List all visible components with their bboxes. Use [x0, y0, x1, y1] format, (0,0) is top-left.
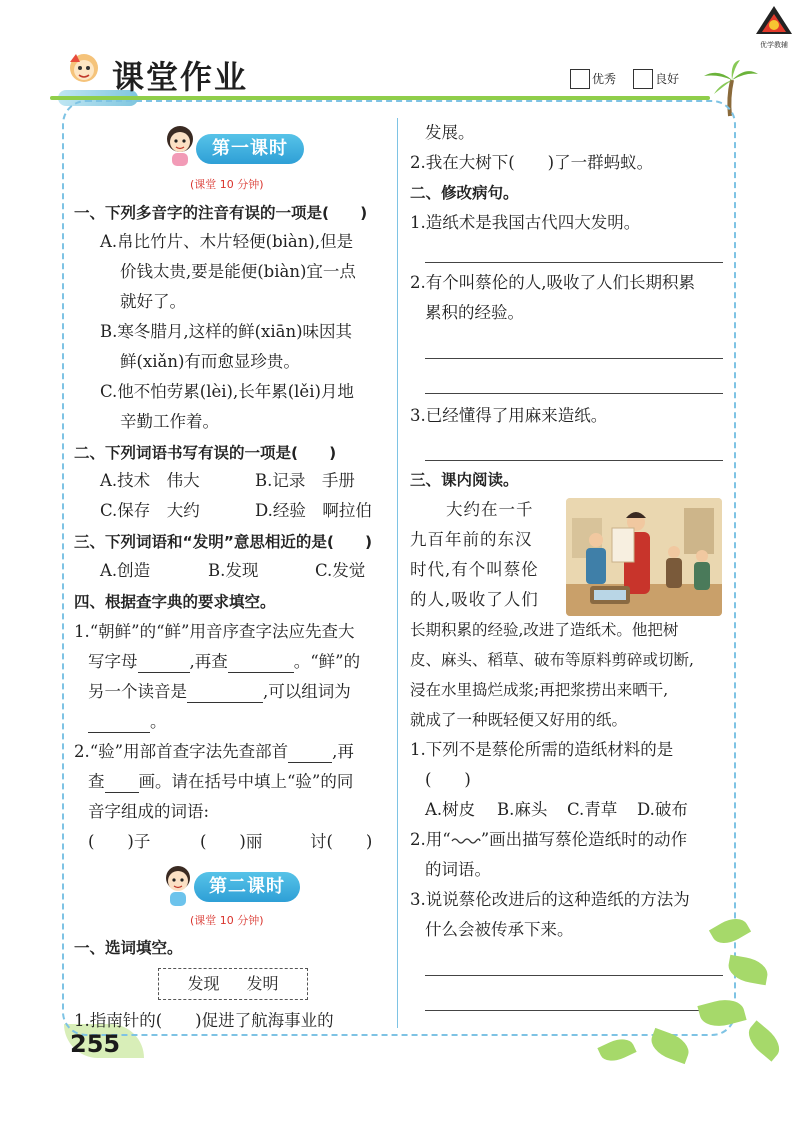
- answer-line[interactable]: [425, 1010, 723, 1011]
- passage-line: 长期积累的经验,改进了造纸术。他把树: [410, 621, 679, 639]
- l1-q3-title: 三、下列词语和“发明”意思相近的是( ): [74, 533, 373, 551]
- leaf-decoration: [742, 1020, 785, 1061]
- l1-q4-s1-line: [88, 712, 167, 733]
- l2-q3-sub1-option: D.破布: [637, 800, 688, 819]
- l2-q2-title: 二、修改病句。: [410, 184, 519, 202]
- girl-avatar-icon: [160, 123, 200, 167]
- l1-q1-line: 就好了。: [120, 292, 186, 311]
- l1-q4-blank-word[interactable]: ( )子: [88, 832, 151, 851]
- answer-line[interactable]: [425, 975, 723, 976]
- l2-q2-s2: 累积的经验。: [425, 303, 524, 322]
- l1-q2-option: A.技术 伟大: [100, 471, 200, 490]
- l1-q2-option: B.记录 手册: [255, 471, 355, 490]
- l2-q3-sub2: [410, 830, 687, 850]
- page-title: 课堂作业: [112, 58, 249, 96]
- l2-q2-s1: 1.造纸术是我国古代四大发明。: [410, 213, 641, 232]
- q4-text: 。: [150, 712, 167, 731]
- l1-q2-option: C.保存 大约: [100, 501, 200, 520]
- l1-q4-title: 四、根据查字典的要求填空。: [74, 593, 276, 611]
- q4-text: 写字母: [88, 652, 138, 671]
- answer-blank[interactable]: [88, 712, 150, 733]
- page-number: 255: [70, 1030, 121, 1058]
- leaf-decoration: [597, 1034, 636, 1066]
- q4-text: 。“鲜”的: [293, 652, 361, 671]
- l1-q2-title: 二、下列词语书写有误的一项是( ): [74, 444, 337, 462]
- l1-q3-option: C.发觉: [315, 561, 366, 580]
- answer-blank[interactable]: [228, 652, 294, 673]
- l2-q1-s1-line: 发展。: [425, 123, 475, 142]
- passage-line: 浸在水里捣烂成浆;再把浆捞出来晒干,: [410, 681, 669, 699]
- l1-q4-s1-line: [88, 682, 351, 703]
- l1-q4-s2-line: 音字组成的词语:: [88, 802, 210, 821]
- answer-blank[interactable]: [187, 682, 263, 703]
- lesson2-time: (课堂 10 分钟): [190, 914, 264, 927]
- l2-q2-s2: 2.有个叫蔡伦的人,吸收了人们长期积累: [410, 273, 695, 292]
- l2-q3-sub2: 的词语。: [425, 860, 491, 879]
- passage-line: 皮、麻头、稻草、破布等原料剪碎或切断,: [410, 651, 694, 669]
- q4-text: ,再: [332, 742, 354, 761]
- l2-q2-s3: 3.已经懂得了用麻来造纸。: [410, 406, 608, 425]
- wavy-line-icon: [451, 835, 481, 845]
- boy-avatar-icon: [158, 862, 198, 908]
- passage-line: 大约在一千: [446, 500, 534, 519]
- passage-line: 的人,吸收了人们: [410, 590, 539, 609]
- passage-line: 九百年前的东汉: [410, 530, 533, 549]
- answer-blank[interactable]: [105, 772, 139, 793]
- answer-line[interactable]: [425, 460, 723, 461]
- lesson1-pill: 第一课时: [196, 134, 304, 164]
- l2-q3-sub3: 什么会被传承下来。: [425, 920, 574, 939]
- l2-q1-title: 一、选词填空。: [74, 939, 183, 957]
- q4-text: 2.“验”用部首查字法先查部首: [74, 742, 289, 761]
- l2-q3-sub1-option: A.树皮: [425, 800, 476, 819]
- lesson2-pill: 第二课时: [194, 872, 300, 902]
- excellent-checkbox[interactable]: [570, 69, 590, 89]
- q4-text: 查: [88, 772, 105, 791]
- answer-line[interactable]: [425, 262, 723, 263]
- papermaking-illustration: [566, 498, 722, 616]
- answer-blank[interactable]: [138, 652, 190, 673]
- passage-line: 时代,有个叫蔡伦: [410, 560, 539, 579]
- grade-selector: [570, 68, 691, 89]
- q4-text: 另一个读音是: [88, 682, 187, 701]
- q4-text: ,可以组词为: [263, 682, 351, 701]
- l1-q4-s2-line: [74, 742, 354, 763]
- l2-q3-sub3: 3.说说蔡伦改进后的这种造纸的方法为: [410, 890, 690, 909]
- good-checkbox[interactable]: [633, 69, 653, 89]
- answer-line[interactable]: [425, 393, 723, 394]
- l2-q3-sub1-paren[interactable]: ( ): [425, 770, 471, 789]
- l1-q1-title: 一、下列多音字的注音有误的一项是( ): [74, 204, 368, 222]
- l1-q2-option: D.经验 啊拉伯: [255, 501, 372, 520]
- l1-q3-option: B.发现: [208, 561, 259, 580]
- l1-q3-option: A.创造: [100, 561, 151, 580]
- l2-q3-sub1-option: C.青草: [567, 800, 618, 819]
- l2-q3-sub1: 1.下列不是蔡伦所需的造纸材料的是: [410, 740, 674, 759]
- l2-q3-title: 三、课内阅读。: [410, 471, 519, 489]
- sub2-text: 2.用“: [410, 830, 451, 849]
- l1-q4-s1-line: [88, 652, 360, 673]
- mascot-icon: [62, 48, 106, 92]
- l1-q1-line: 价钱太贵,要是能便(biàn)宜一点: [120, 262, 356, 281]
- q4-text: 画。请在括号中填上“验”的同: [138, 772, 354, 791]
- l2-q1-s2-line: 2.我在大树下( )了一群蚂蚁。: [410, 153, 654, 172]
- sub2-text: ”画出描写蔡伦造纸时的动作: [480, 830, 688, 849]
- l1-q1-line: C.他不怕劳累(lèi),长年累(lěi)月地: [100, 382, 354, 401]
- publisher-logo-text: 优学教辅: [760, 41, 788, 49]
- answer-blank[interactable]: [288, 742, 332, 763]
- publisher-logo: [752, 4, 796, 50]
- word-choice-box: 发现 发明: [158, 968, 308, 1000]
- passage-line: 就成了一种既轻便又好用的纸。: [410, 711, 628, 729]
- l2-q1-s1-line: 1.指南针的( )促进了航海事业的: [74, 1011, 334, 1030]
- l1-q4-s2-line: [88, 772, 353, 793]
- l1-q4-blank-word[interactable]: 讨( ): [310, 832, 373, 851]
- good-label: 良好: [655, 72, 680, 86]
- lesson1-time: (课堂 10 分钟): [190, 178, 264, 191]
- answer-line[interactable]: [425, 358, 723, 359]
- l1-q4-s1-line: 1.“朝鲜”的“鲜”用音序查字法应先查大: [74, 622, 355, 641]
- excellent-label: 优秀: [592, 72, 617, 86]
- l2-q3-sub1-option: B.麻头: [497, 800, 548, 819]
- l1-q4-blank-word[interactable]: ( )丽: [200, 832, 263, 851]
- q4-text: ,再查: [189, 652, 228, 671]
- l1-q1-line: A.帛比竹片、木片轻便(biàn),但是: [100, 232, 354, 251]
- l1-q1-line: 辛勤工作着。: [120, 412, 219, 431]
- l1-q1-line: 鲜(xiǎn)有而愈显珍贵。: [120, 352, 300, 371]
- column-divider: [397, 118, 398, 1028]
- l1-q1-line: B.寒冬腊月,这样的鲜(xiān)味因其: [100, 322, 353, 341]
